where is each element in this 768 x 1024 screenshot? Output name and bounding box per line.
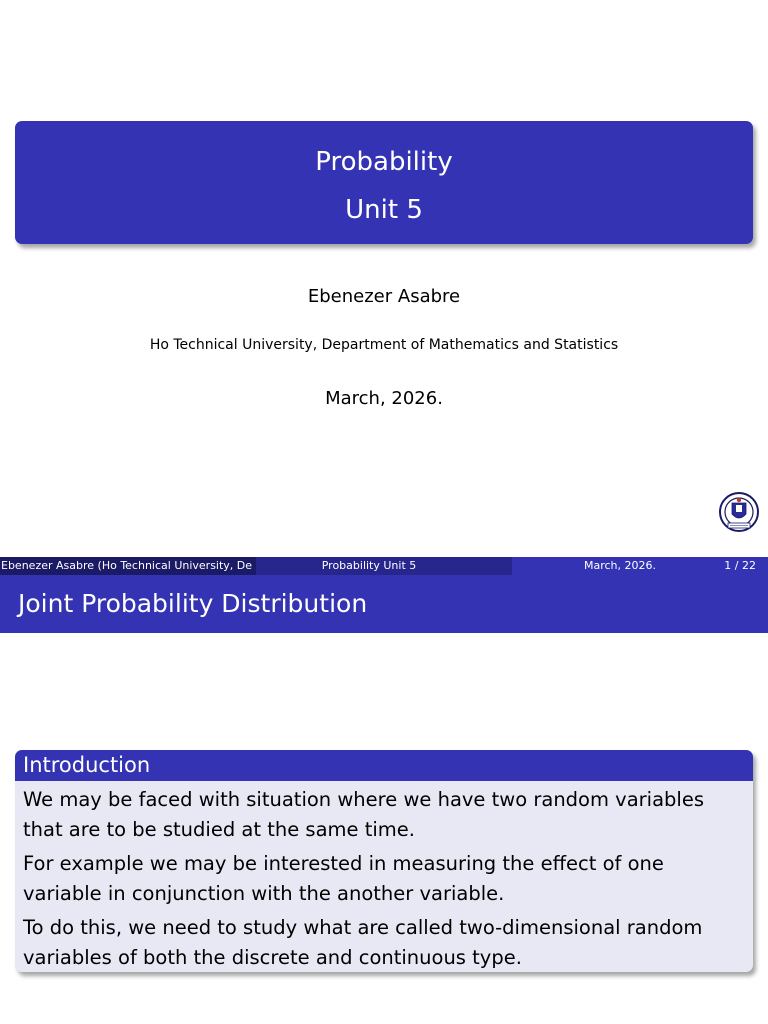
presentation-date: March, 2026. xyxy=(325,388,443,409)
block-paragraph: To do this, we need to study what are called two-dimensional random variables of both the discrete and continuous type. xyxy=(23,916,703,969)
institute-name: Ho Technical University, Department of Mathematics and Statistics xyxy=(149,337,619,353)
block-heading: Introduction xyxy=(15,750,753,781)
footer-bar xyxy=(0,557,768,575)
presentation-title: Probability xyxy=(315,147,453,177)
introduction-block xyxy=(15,750,753,972)
footer-date: March, 2026. xyxy=(583,559,656,572)
presentation-subtitle: Unit 5 xyxy=(345,195,423,225)
author-name: Ebenezer Asabre xyxy=(307,286,461,307)
footer-title: Probability Unit 5 xyxy=(256,557,512,575)
page-number: 1 / 22 xyxy=(724,559,756,572)
block-body xyxy=(15,781,753,972)
title-box xyxy=(15,121,753,244)
footer-right xyxy=(512,557,768,575)
block-paragraph: We may be faced with situation where we have two random variables that are to be studied at the same time. xyxy=(23,788,705,841)
frame-title: Joint Probability Distribution xyxy=(0,575,768,633)
university-crest-icon xyxy=(717,490,761,536)
footer-author: Ebenezer Asabre (Ho Technical University, De xyxy=(0,557,256,575)
block-paragraph: For example we may be interested in measuring the effect of one variable in conjunction with the another variable. xyxy=(23,852,664,905)
